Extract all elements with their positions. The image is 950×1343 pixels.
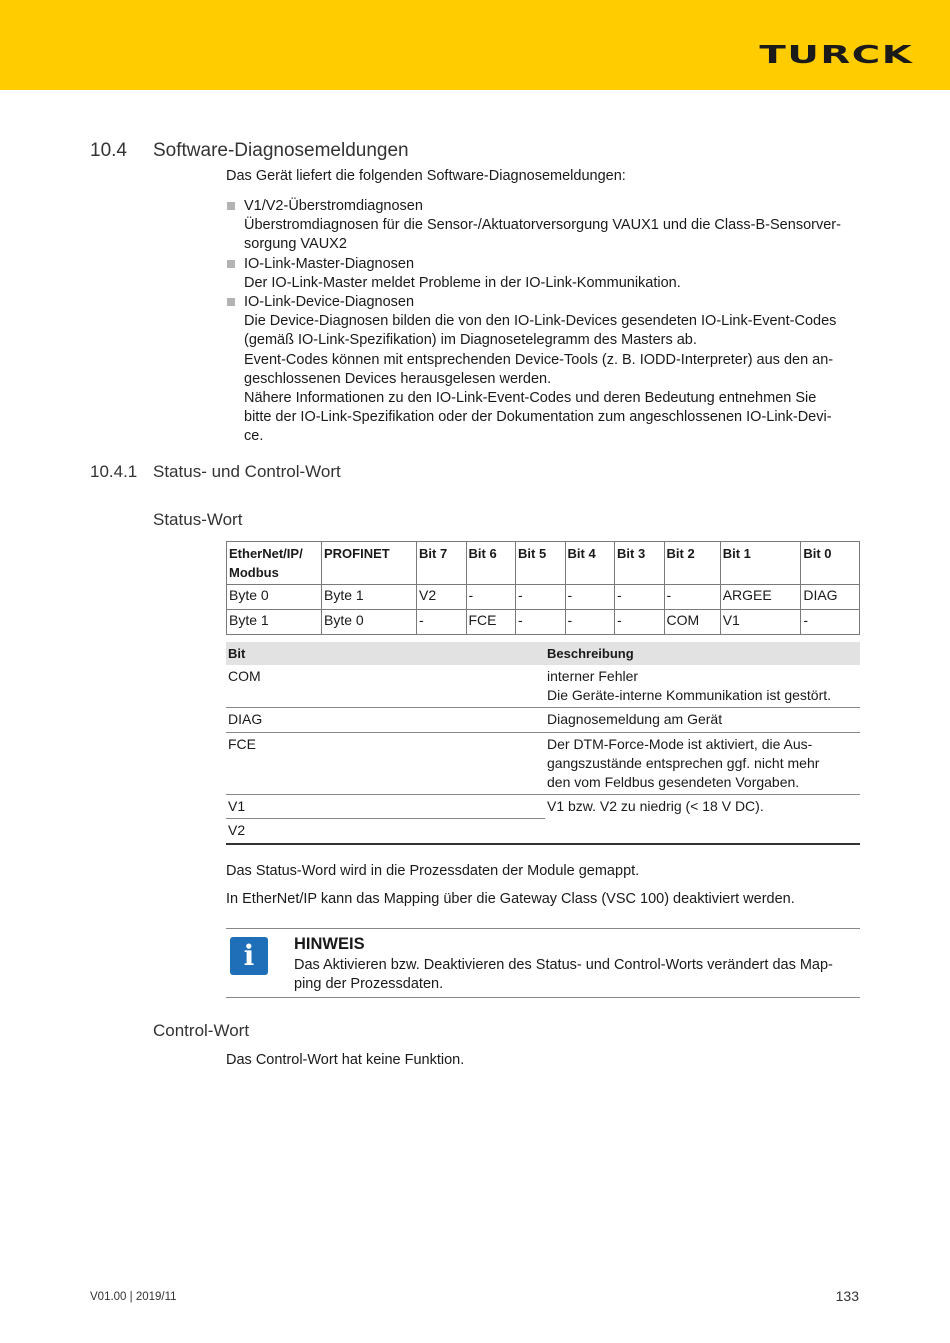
table-cell: Byte 1 <box>322 585 417 610</box>
bullet-line: Der IO-Link-Master meldet Probleme in der IO-Link-Kommunikation. <box>244 274 681 291</box>
description-cell <box>545 708 860 732</box>
table-cell: ARGEE <box>720 585 801 610</box>
list-item <box>226 255 866 293</box>
bullet-title: V1/V2-Überstromdiagnosen <box>244 198 423 214</box>
column-header: Bit 5 <box>516 542 566 585</box>
subsection-number: 10.4.1 <box>90 462 138 481</box>
column-header: Bit 4 <box>565 542 615 585</box>
subsection-title: Status- und Control-Wort <box>153 462 341 481</box>
column-header: Beschreibung <box>545 642 860 665</box>
table-cell: FCE <box>466 610 516 635</box>
bullet-line: Überstromdiagnosen für die Sensor-/Aktuatorversorgung VAUX1 und die Class-B-Sensorver- <box>244 217 841 234</box>
description-line: Der DTM-Force-Mode ist aktiviert, die Aus- <box>547 735 813 752</box>
bit-cell: FCE <box>226 732 545 795</box>
bullet-title: IO-Link-Master-Diagnosen <box>244 255 415 272</box>
description-line: Die Geräte-interne Kommunikation ist gestört. <box>547 687 832 704</box>
bullet-line: Event-Codes können mit entsprechenden Device-Tools (z. B. IODD-Interpreter) aus den an- <box>244 351 834 368</box>
description-cell <box>545 795 860 844</box>
table-row <box>226 795 860 819</box>
table-cell: Byte 0 <box>227 585 322 610</box>
status-word-paragraph: In EtherNet/IP kann das Mapping über die Gateway Class (VSC 100) deaktiviert werden. <box>226 891 795 907</box>
status-word-table <box>226 541 860 635</box>
bit-cell: COM <box>226 665 545 708</box>
bullet-square-icon <box>227 260 235 268</box>
bit-cell: V1 <box>226 795 545 819</box>
description-line: Diagnosemeldung am Gerät <box>547 711 723 728</box>
column-header: Bit 0 <box>801 542 860 585</box>
list-item <box>226 293 866 447</box>
column-header: Bit 2 <box>664 542 720 585</box>
bullet-line: ce. <box>244 428 264 445</box>
bullet-line: bitte der IO-Link-Spezifikation oder der Dokumentation zum angeschlossenen IO-Link-Devi- <box>244 409 832 426</box>
section-title: Software-Diagnosemeldungen <box>153 140 409 161</box>
table-row <box>226 732 860 795</box>
bit-cell: DIAG <box>226 708 545 732</box>
note-title: HINWEIS <box>294 935 365 953</box>
table-cell: - <box>565 585 615 610</box>
note-divider <box>226 997 860 998</box>
table-cell: - <box>516 585 566 610</box>
status-word-paragraph: Das Status-Word wird in die Prozessdaten der Module gemappt. <box>226 863 640 879</box>
table-cell: V1 <box>720 610 801 635</box>
bit-description-table <box>226 642 860 845</box>
control-word-text: Das Control-Wort hat keine Funktion. <box>226 1052 465 1068</box>
bullet-square-icon <box>227 298 235 306</box>
description-line: gangszustände entsprechen ggf. nicht mehr <box>547 754 820 771</box>
description-line: interner Fehler <box>547 668 639 684</box>
bullet-title: IO-Link-Device-Diagnosen <box>244 294 415 311</box>
note-line: ping der Prozessdaten. <box>294 976 444 993</box>
diagnostics-list <box>226 197 866 447</box>
bit-cell: V2 <box>226 819 545 844</box>
table-row <box>226 708 860 732</box>
bullet-line: Nähere Informationen zu den IO-Link-Event-Codes und deren Bedeutung entnehmen Sie <box>244 390 817 407</box>
table-cell: - <box>664 585 720 610</box>
description-cell <box>545 665 860 708</box>
table-cell: - <box>801 610 860 635</box>
table-cell: - <box>615 610 665 635</box>
table-cell: - <box>565 610 615 635</box>
status-word-heading: Status-Wort <box>153 510 243 529</box>
description-cell <box>545 732 860 795</box>
bullet-line: sorgung VAUX2 <box>244 236 347 253</box>
column-header: Bit <box>226 642 545 665</box>
footer-version: V01.00 | 2019/11 <box>90 1291 177 1303</box>
table-header-row <box>226 642 860 665</box>
page-number: 133 <box>835 1288 859 1304</box>
section-intro: Das Gerät liefert die folgenden Software-Diagnosemeldungen: <box>226 168 626 184</box>
section-number: 10.4 <box>90 140 127 161</box>
bullet-square-icon <box>227 202 235 210</box>
column-header: Bit 1 <box>720 542 801 585</box>
turck-logo: TURCK <box>759 40 913 69</box>
control-word-heading: Control-Wort <box>153 1021 250 1040</box>
note-text <box>294 956 854 994</box>
table-cell: COM <box>664 610 720 635</box>
description-line: den vom Feldbus gesendeten Vorgaben. <box>547 774 800 791</box>
bullet-line: (gemäß IO-Link-Spezifikation) im Diagnosetelegramm des Masters ab. <box>244 332 697 349</box>
description-line: V1 bzw. V2 zu niedrig (< 18 V DC). <box>547 798 764 815</box>
table-cell: Byte 1 <box>227 610 322 635</box>
table-cell: - <box>417 610 467 635</box>
table-cell: DIAG <box>801 585 860 610</box>
column-header: Bit 6 <box>466 542 516 585</box>
info-icon: i <box>230 937 268 975</box>
table-row <box>226 665 860 708</box>
note-divider <box>226 928 860 929</box>
column-header: EtherNet/IP/ Modbus <box>227 542 322 585</box>
bullet-line: Die Device-Diagnosen bilden die von den IO-Link-Devices gesendeten IO-Link-Event-Codes <box>244 313 837 330</box>
table-row <box>227 585 860 610</box>
table-cell: - <box>615 585 665 610</box>
note-line: Das Aktivieren bzw. Deaktivieren des Status- und Control-Worts verändert das Map- <box>294 957 833 973</box>
bullet-line: geschlossenen Devices herausgelesen werden. <box>244 370 552 387</box>
list-item <box>226 197 866 255</box>
table-cell: Byte 0 <box>322 610 417 635</box>
table-header-row <box>227 542 860 585</box>
table-cell: - <box>466 585 516 610</box>
table-row <box>227 610 860 635</box>
column-header: Bit 3 <box>615 542 665 585</box>
column-header: PROFINET <box>322 542 417 585</box>
table-cell: V2 <box>417 585 467 610</box>
table-cell: - <box>516 610 566 635</box>
column-header: Bit 7 <box>417 542 467 585</box>
